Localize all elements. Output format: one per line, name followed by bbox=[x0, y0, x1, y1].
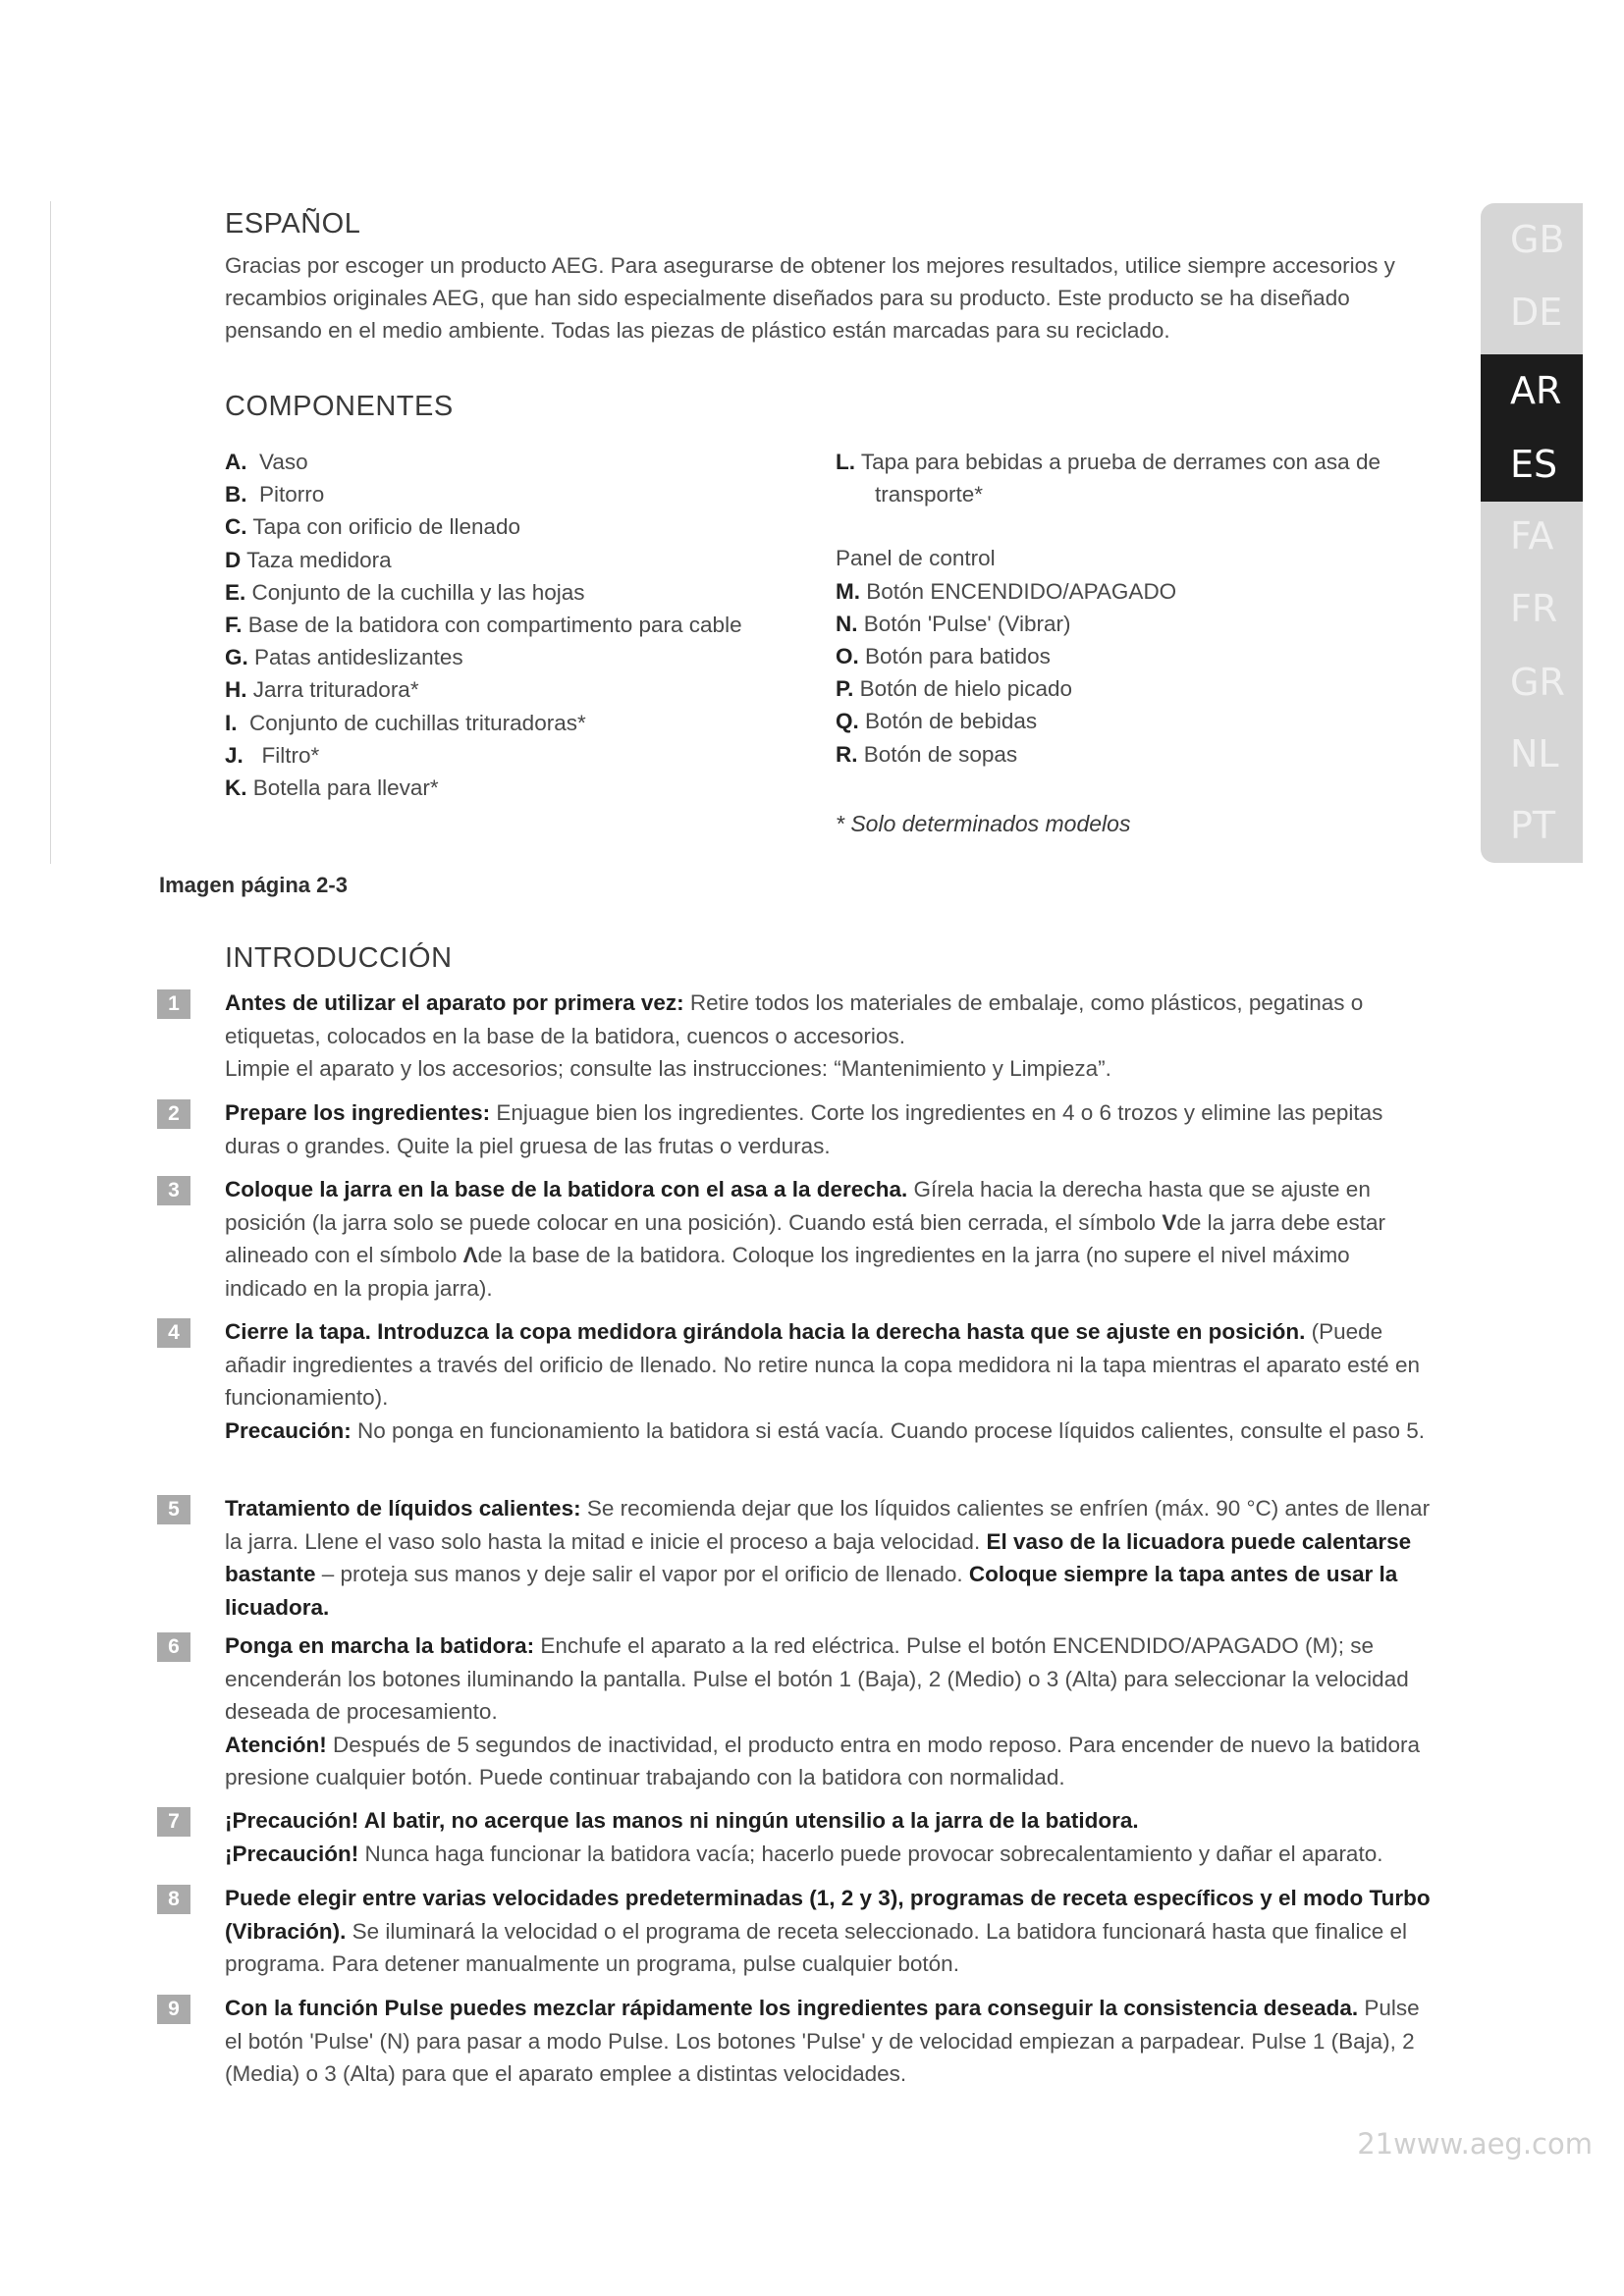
step-number-badge: 6 bbox=[157, 1632, 190, 1662]
lang-tab-gr[interactable]: GR bbox=[1510, 661, 1565, 704]
step-text: Tratamiento de líquidos calientes: Se recomienda dejar que los líquidos calientes se enfríen (máx. 90 °C) antes de llenar la jarra. Llene el vaso solo hasta la mitad e inicie el proceso a baja velocidad. El vaso de la licuadora puede calentarse bastante – proteja sus manos y deje salir el vapor por el orificio de llenado. Coloque siempre la tapa antes de usar la licuadora. bbox=[225, 1496, 1431, 1620]
components-list-left bbox=[225, 446, 742, 804]
introduction-heading: INTRODUCCIÓN bbox=[225, 942, 453, 974]
intro-paragraph: Gracias por escoger un producto AEG. Para asegurarse de obtener los mejores resultados, utilice siempre accesorios y recambios originales AEG, que han sido especialmente diseñados para su producto. Este producto se ha diseñado pensando en el medio ambiente. Todas las piezas de plástico están marcadas para su reciclado. bbox=[225, 253, 1395, 343]
panel-item: M. Botón ENCENDIDO/APAGADO bbox=[836, 578, 1177, 604]
panel-item: O. Botón para batidos bbox=[836, 644, 1051, 669]
step-number-badge: 3 bbox=[157, 1176, 190, 1205]
component-item-l-cont: transporte* bbox=[875, 482, 984, 507]
component-item: F. Base de la batidora con compartimento para cable bbox=[225, 613, 742, 638]
lang-tab-fa[interactable]: FA bbox=[1510, 514, 1554, 558]
component-item: J. Filtro* bbox=[225, 742, 320, 768]
step-number-badge: 7 bbox=[157, 1807, 190, 1837]
lang-tab-de[interactable]: DE bbox=[1510, 291, 1563, 334]
step-number-badge: 4 bbox=[157, 1318, 190, 1348]
watermark: 21www.aeg.com bbox=[1357, 2127, 1593, 2161]
component-item: E. Conjunto de la cuchilla y las hojas bbox=[225, 579, 585, 605]
component-item: H. Jarra trituradora* bbox=[225, 677, 419, 703]
control-panel-heading: Panel de control bbox=[836, 546, 996, 571]
component-item: C. Tapa con orificio de llenado bbox=[225, 514, 521, 540]
panel-item: Q. Botón de bebidas bbox=[836, 709, 1038, 734]
component-item-l: L. Tapa para bebidas a prueba de derrames con asa de bbox=[836, 450, 1380, 474]
margin-rule bbox=[50, 201, 51, 864]
step-text: Con la función Pulse puedes mezclar rápidamente los ingredientes para conseguir la consistencia deseada. Pulse el botón 'Pulse' (N) para pasar a modo Pulse. Los botones 'Pulse' y de velocidad empiezan a parpadear. Pulse 1 (Baja), 2 (Media) o 3 (Alta) para que el aparato emplee a distintas velocidades. bbox=[225, 1996, 1420, 2086]
component-item: K. Botella para llevar* bbox=[225, 775, 439, 801]
step-number-badge: 2 bbox=[157, 1099, 190, 1129]
component-item: A. Vaso bbox=[225, 450, 308, 474]
components-heading: COMPONENTES bbox=[225, 391, 454, 422]
models-footnote: * Solo determinados modelos bbox=[836, 811, 1131, 836]
step-number-badge: 5 bbox=[157, 1495, 190, 1524]
lang-tab-es[interactable]: ES bbox=[1481, 428, 1583, 502]
base-symbol-icon: Λ bbox=[462, 1243, 478, 1267]
panel-item: R. Botón de sopas bbox=[836, 741, 1018, 767]
step-text: Cierre la tapa. Introduzca la copa medidora girándola hacia la derecha hasta que se ajuste en posición. (Puede añadir ingredientes a través del orificio de llenado. No retire nunca la copa medidora ni la tapa mientras el aparato esté en funcionamiento). Precaución: No ponga en funcionamiento la batidora si está vacía. Cuando procese líquidos calientes, consulte el paso 5. bbox=[225, 1319, 1425, 1443]
step-text: Antes de utilizar el aparato por primera vez: Retire todos los materiales de embalaje, como plásticos, pegatinas o etiquetas, colocados en la base de la batidora, cuencos o accesorios. Limpie el aparato y los accesorios; consulte las instrucciones: “Mantenimiento y Limpieza”. bbox=[225, 990, 1364, 1081]
component-item: G. Patas antideslizantes bbox=[225, 645, 463, 670]
component-item: I. Conjunto de cuchillas trituradoras* bbox=[225, 710, 586, 735]
jar-symbol-icon: V bbox=[1162, 1209, 1177, 1235]
components-list-right bbox=[836, 446, 1380, 771]
component-item: B. Pitorro bbox=[225, 482, 325, 507]
lang-tab-gb[interactable]: GB bbox=[1510, 218, 1565, 261]
step-number-badge: 1 bbox=[157, 989, 190, 1019]
lang-tab-nl[interactable]: NL bbox=[1510, 732, 1559, 775]
step-text: ¡Precaución! Al batir, no acerque las manos ni ningún utensilio a la jarra de la batidora. ¡Precaución! Nunca haga funcionar la batidora vacía; hacerlo puede provocar sobrecalentamiento y dañar el aparato. bbox=[225, 1808, 1383, 1866]
step-text: Prepare los ingredientes: Enjuague bien los ingredientes. Corte los ingredientes en 4 o 6 trozos y elimine las pepitas duras o grandes. Quite la piel gruesa de las frutas o verduras. bbox=[225, 1100, 1383, 1158]
step-number-badge: 9 bbox=[157, 1995, 190, 2024]
language-tabs bbox=[1481, 203, 1583, 863]
lang-tab-pt[interactable]: PT bbox=[1510, 804, 1556, 847]
step-text: Ponga en marcha la batidora: Enchufe el aparato a la red eléctrica. Pulse el botón ENCENDIDO/APAGADO (M); se encenderán los botones iluminando la pantalla. Pulse el botón 1 (Baja), 2 (Medio) o 3 (Alta) para seleccionar la velocidad deseada de procesamiento. Atención! Después de 5 segundos de inactividad, el producto entra en modo reposo. Para encender de nuevo la batidora presione cualquier botón. Puede continuar trabajando con la batidora con normalidad. bbox=[225, 1633, 1421, 1789]
step-number-badge: 8 bbox=[157, 1885, 190, 1914]
step-text: Coloque la jarra en la base de la batidora con el asa a la derecha. Gírela hacia la derecha hasta que se ajuste en posición (la jarra solo se puede colocar en una posición). Cuando está bien cerrada, el símbolo Vde la jarra debe estar alineado con el símbolo Λde la base de la batidora. Coloque los ingredientes en la jarra (no supere el nivel máximo indicado en la propia jarra). bbox=[225, 1177, 1385, 1301]
lang-tab-fr[interactable]: FR bbox=[1510, 587, 1558, 630]
lang-tab-ar[interactable]: AR bbox=[1481, 354, 1583, 428]
component-item: D Taza medidora bbox=[225, 547, 392, 572]
panel-item: P. Botón de hielo picado bbox=[836, 676, 1073, 702]
section-title: ESPAÑOL bbox=[225, 208, 361, 240]
step-text: Puede elegir entre varias velocidades predeterminadas (1, 2 y 3), programas de receta específicos y el modo Turbo (Vibración). Se iluminará la velocidad o el programa de receta seleccionado. La batidora funcionará hasta que finalice el programa. Para detener manualmente un programa, pulse cualquier botón. bbox=[225, 1886, 1431, 1976]
figure-reference: Imagen página 2-3 bbox=[159, 873, 348, 897]
panel-item: N. Botón 'Pulse' (Vibrar) bbox=[836, 611, 1071, 636]
